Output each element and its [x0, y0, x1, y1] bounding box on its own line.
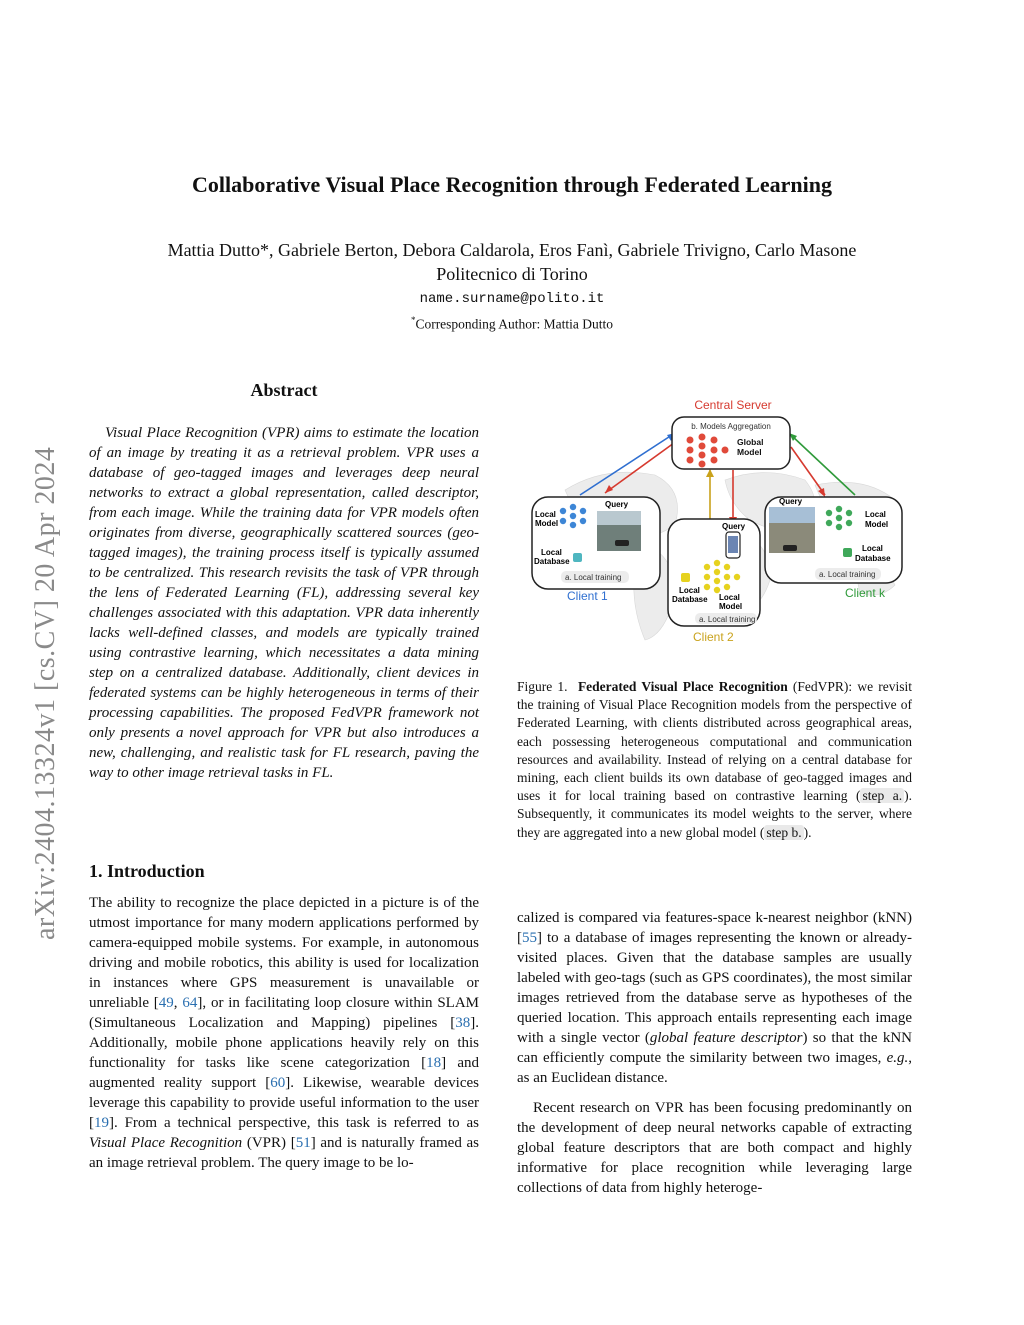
contact-email: name.surname@polito.it — [419, 291, 605, 307]
global-model-label-2: Model — [737, 447, 762, 457]
citation-64[interactable]: 64 — [182, 995, 198, 1011]
arxiv-id-text: arXiv:2404.13324v1 [cs.CV] 20 Apr 2024 — [30, 446, 61, 940]
client2-database-icon — [681, 573, 690, 582]
citation-38[interactable]: 38 — [455, 1015, 471, 1031]
client1-local-database-label-2: Database — [534, 557, 570, 566]
figure-caption — [517, 678, 912, 842]
citation-60[interactable]: 60 — [270, 1075, 286, 1091]
section-heading-introduction: 1. Introduction — [89, 861, 205, 881]
client2-local-database-label: Local — [679, 586, 700, 595]
arxiv-identifier — [22, 355, 64, 945]
author-list: Mattia Dutto*, Gabriele Berton, Debora Caldarola, Eros Fanì, Gabriele Trivigno, Carlo Masone — [167, 240, 857, 260]
citation-51[interactable]: 51 — [295, 1135, 311, 1151]
clientk-local-database-label: Local — [862, 544, 883, 553]
abstract-heading: Abstract — [250, 380, 318, 400]
client-1-box — [532, 497, 660, 603]
client2-local-training: a. Local training — [699, 615, 756, 624]
right-paragraph-2: Recent research on VPR has been focusing predominantly on the development of deep neural networks capable of extracting global feature descriptors that are both compact and highly informative for place recognition while leveraging large collections of data from highly heteroge- — [517, 1100, 912, 1196]
client2-local-model-label: Local — [719, 593, 740, 602]
client-2-box — [668, 519, 760, 644]
client2-query-label: Query — [722, 522, 746, 531]
clientk-database-icon — [843, 548, 852, 557]
abstract-text: Visual Place Recognition (VPR) aims to estimate the location of an image by treating it as a retrieval problem. VPR uses a database of geo-tagged images and leverages deep neural networks to extract a global representation, called descriptor, from each image. While the training data for VPR models often originates from diverse, geographically scattered sources (geo-tagged images), the training process itself is typically assumed to be centralized. This research revisits the task of VPR through the lens of Federated Learning (FL), addressing several key challenges associated with this adaptation. VPR data inherently lacks well-defined classes, and models are typically trained using contrastive learning, which necessitates a data mining step on a centralized database. Additionally, client devices in federated systems can be highly heterogeneous in terms of their processing capabilities. The proposed FedVPR framework not only presents a novel approach for VPR but also introduces a new, challenging, and realistic task for FL research, paving the way to other image retrieval tasks in FL. — [89, 425, 479, 781]
clientk-label: Client k — [845, 586, 886, 600]
caption-text: Figure 1. Federated Visual Place Recognition (FedVPR): we revisit the training of Visual Place Recognition models from the perspective of Federated Learning, with clients distributed across geographical areas, each possessing heterogeneous computational and communication resources and availability. Instead of relying on a central database for mining, each client builds its own database of geo-tagged images and uses it for local training based on contrastive learning ( step a. ). Subsequently, it communicates its model weights to the server, where they are aggregated into a new global model ( step b. ). — [517, 679, 913, 840]
figure-fedvpr-diagram — [525, 395, 920, 650]
introduction-body — [89, 893, 479, 1173]
step-b-highlight: step b. — [766, 824, 802, 840]
global-model-label: Global — [737, 437, 764, 447]
corresponding-author-note — [0, 315, 1024, 333]
models-aggregation-label: b. Models Aggregation — [691, 422, 771, 431]
client1-local-database-label: Local — [541, 548, 562, 557]
citation-19[interactable]: 19 — [94, 1115, 109, 1131]
client2-label: Client 2 — [693, 630, 734, 644]
client1-label: Client 1 — [567, 589, 608, 603]
citation-18[interactable]: 18 — [426, 1055, 442, 1071]
clientk-local-training: a. Local training — [819, 570, 876, 579]
paper-title: Collaborative Visual Place Recognition through Federated Learning — [191, 172, 832, 197]
clientk-local-model-label: Local — [865, 510, 886, 519]
central-server-box — [672, 417, 790, 469]
client2-local-model-label-2: Model — [719, 602, 743, 611]
client1-query-label: Query — [605, 500, 629, 509]
step-a-highlight: step a. — [862, 788, 903, 804]
client1-local-model-label: Local — [535, 510, 556, 519]
central-server-label: Central Server — [694, 398, 772, 412]
clientk-local-model-label-2: Model — [865, 520, 889, 529]
citation-55[interactable]: 55 — [522, 930, 537, 946]
right-paragraph-1: calized is compared via features-space k-nearest neighbor (kNN) [55] to a database of images representing the known or already-visited places. Given that the database samples are usually labeled with geo-tags (such as GPS coordinates), the most similar images retrieved from the database serve as hypotheses of the queried location. This approach entails representing each image with a single vector (global feature descriptor) so that the kNN can efficiently compute the similarity between two images, e.g., as an Euclidean distance. — [517, 910, 912, 1086]
affiliation: Politecnico di Torino — [436, 264, 588, 284]
citation-49[interactable]: 49 — [158, 995, 174, 1011]
corresponding-text: Corresponding Author: Mattia Dutto — [415, 316, 614, 332]
client1-database-icon — [573, 553, 582, 562]
abstract-body — [89, 423, 479, 783]
corresponding-mark: * — [410, 315, 416, 325]
right-column-body — [517, 908, 912, 1208]
clientk-query-label: Query — [779, 497, 803, 506]
clientk-local-database-label-2: Database — [855, 554, 891, 563]
introduction-paragraph: The ability to recognize the place depicted in a picture is of the utmost importance for many modern applications performed by camera-equipped mobile systems. For example, in autonomous driving and mobile robotics, this ability is used for localization in instances where GPS measurement is unavailable or unreliable [49, 64], or in facilitating loop closure within SLAM (Simultaneous Localization and Mapping) pipelines [38]. Additionally, mobile phone applications heavily rely on this functionality for tasks like scene categorization [18] and augmented reality support [60]. Likewise, wearable devices leverage this capability to provide useful information to the user [19]. From a technical perspective, this task is referred to as Visual Place Recognition (VPR) [51] and is naturally framed as an image retrieval problem. The query image to be lo- — [89, 895, 480, 1171]
client2-local-database-label-2: Database — [672, 595, 708, 604]
client1-local-training: a. Local training — [565, 573, 622, 582]
client1-local-model-label-2: Model — [535, 519, 559, 528]
